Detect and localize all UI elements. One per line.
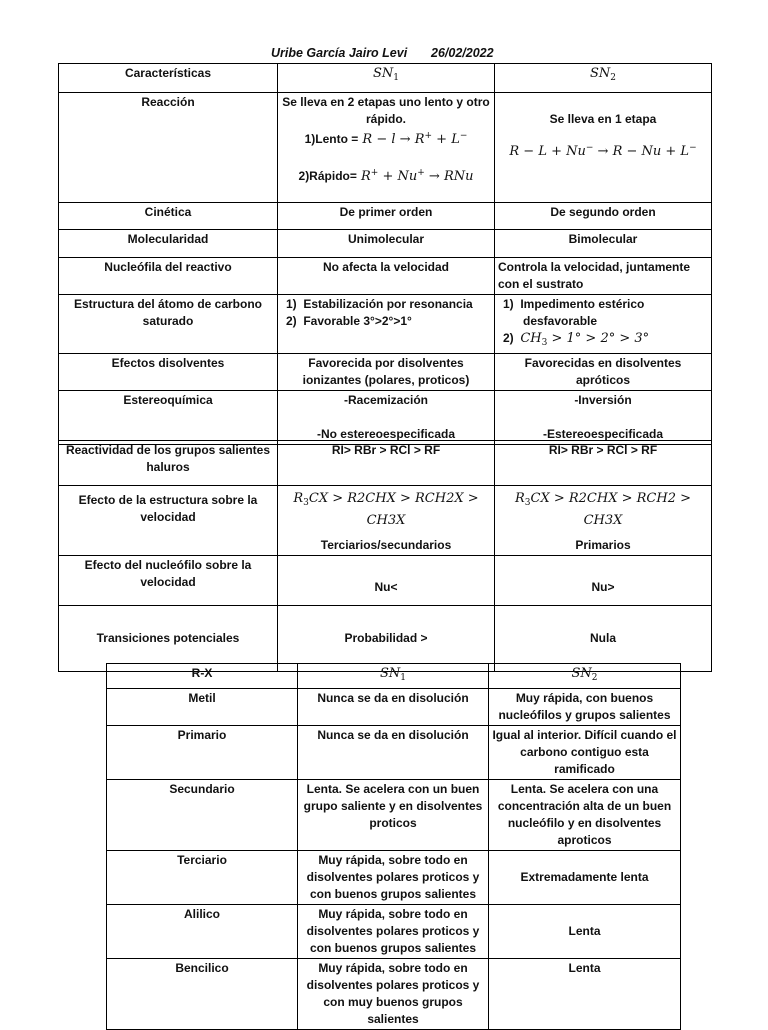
substrate-sn2: Lenta (489, 905, 681, 959)
table-row (59, 93, 712, 203)
estructura-sn2 (495, 295, 712, 354)
row-label-efecto-nucleofilo: Efecto del nucleófilo sobre la velocidad (59, 556, 278, 606)
cinetica-sn1: De primer orden (278, 203, 495, 230)
estructura-sn1-item-2: 2) Favorable 3°>2°>1° (286, 314, 412, 328)
row-label-reactividad: Reactividad de los grupos salientes haluros (59, 441, 278, 486)
substrate-sn1: Muy rápida, sobre todo en disolventes polares proticos y con buenos grupos salientes (298, 905, 489, 959)
estereo-sn1 (278, 391, 495, 445)
table-row (59, 258, 712, 295)
cinetica-sn2: De segundo orden (495, 203, 712, 230)
header-caracteristicas: Características (59, 64, 278, 93)
reactividad-sn1: RI> RBr > RCl > RF (278, 441, 495, 486)
author-name: Uribe García Jairo Levi (271, 46, 408, 60)
table-row (107, 780, 681, 851)
reaccion-sn1 (278, 93, 495, 203)
table-header-row (107, 664, 681, 689)
header-sn2: $SN_2$ (489, 664, 681, 689)
row-label-efectos: Efectos disolventes (59, 354, 278, 391)
table-row (107, 726, 681, 780)
estereo-sn2 (495, 391, 712, 445)
substrate-type: Metil (107, 689, 298, 726)
reaccion-sn2 (495, 93, 712, 203)
table-row (59, 391, 712, 445)
table-row (59, 295, 712, 354)
substrate-type: Alilico (107, 905, 298, 959)
efecto-estructura-sn1-formula: $R_3CX > R2CHX > RCH2X > CH3X$ (293, 491, 479, 528)
substrate-sn1: Lenta. Se acelera con un buen grupo saliente y en disolventes proticos (298, 780, 489, 851)
substrate-sn2: Lenta (489, 959, 681, 1030)
substrate-sn2: Lenta. Se acelera con una concentración alta de un buen nucleófilo y en disolventes aproticos (489, 780, 681, 851)
transiciones-sn2: Nula (495, 606, 712, 672)
estructura-sn2-item-1: 1) Impedimento estérico desfavorable (503, 297, 645, 328)
header-sn2: $SN_2$ (495, 64, 712, 93)
row-label-efecto-estructura: Efecto de la estructura sobre la velocidad (59, 486, 278, 556)
table-row (59, 486, 712, 556)
table-row (59, 203, 712, 230)
reaccion-sn1-step1: 1)Lento = R − l → R+ + L− (304, 131, 468, 147)
header-sn1: $SN_1$ (298, 664, 489, 689)
reaccion-sn1-step2: 2)Rápido= R+ + Nu+ → RNu (298, 168, 474, 184)
reactivity-table (58, 440, 712, 672)
table-row (107, 851, 681, 905)
molecularidad-sn2: Bimolecular (495, 230, 712, 258)
table-row (59, 606, 712, 672)
substrate-type: Secundario (107, 780, 298, 851)
substrate-type: Primario (107, 726, 298, 780)
efecto-nucleofilo-sn1: Nu< (278, 556, 495, 606)
substrate-table (106, 663, 681, 1030)
substrate-sn1: Nunca se da en disolución (298, 689, 489, 726)
table-header-row (59, 64, 712, 93)
sn1-sn2-comparison-table (58, 63, 712, 445)
estereo-sn2-a: -Inversión (574, 393, 632, 407)
nucleofila-sn2: Controla la velocidad, juntamente con el sustrato (495, 258, 712, 295)
reactividad-sn2: RI> RBr > RCl > RF (495, 441, 712, 486)
row-label-transiciones: Transiciones potenciales (59, 606, 278, 672)
efectos-sn2: Favorecidas en disolventes apróticos (495, 354, 712, 391)
substrate-sn1: Muy rápida, sobre todo en disolventes polares proticos y con buenos grupos salientes (298, 851, 489, 905)
row-label-molecularidad: Molecularidad (59, 230, 278, 258)
reaccion-sn1-intro: Se lleva en 2 etapas uno lento y otro rápido. (282, 95, 490, 126)
molecularidad-sn1: Unimolecular (278, 230, 495, 258)
substrate-sn1: Nunca se da en disolución (298, 726, 489, 780)
row-label-reaccion: Reacción (59, 93, 278, 203)
efecto-nucleofilo-sn2: Nu> (495, 556, 712, 606)
table-row (59, 556, 712, 606)
transiciones-sn1: Probabilidad > (278, 606, 495, 672)
row-label-nucleofila: Nucleófila del reactivo (59, 258, 278, 295)
header-sn1: $SN_1$ (278, 64, 495, 93)
row-label-estereoquimica: Estereoquímica (59, 391, 278, 445)
reaccion-sn2-intro: Se lleva en 1 etapa (549, 112, 657, 126)
substrate-type: Terciario (107, 851, 298, 905)
row-label-estructura: Estructura del átomo de carbono saturado (59, 295, 278, 354)
nucleofila-sn1: No afecta la velocidad (278, 258, 495, 295)
header-rx: R-X (107, 664, 298, 689)
estereo-sn2-b: -Estereoespecificada (542, 427, 664, 441)
substrate-sn1: Muy rápida, sobre todo en disolventes polares proticos y con muy buenos grupos salientes (298, 959, 489, 1030)
table-row (59, 230, 712, 258)
efecto-estructura-sn2-note: Primarios (575, 538, 631, 552)
efecto-estructura-sn1-note: Terciarios/secundarios (320, 538, 452, 552)
row-label-cinetica: Cinética (59, 203, 278, 230)
reaccion-sn2-equation: R − L + Nu− → R − Nu + L− (509, 143, 697, 159)
table-row (107, 689, 681, 726)
table-row (107, 959, 681, 1030)
table-row (59, 354, 712, 391)
estructura-sn2-item-2: 2) $CH_3 > 1^\circ > 2^\circ > 3^\circ$ (503, 331, 650, 348)
substrate-sn2: Muy rápida, con buenos nucleófilos y grupos salientes (489, 689, 681, 726)
efecto-estructura-sn2-formula: $R_3CX > R2CHX > RCH2 > CH3X$ (514, 491, 691, 528)
substrate-type: Bencilico (107, 959, 298, 1030)
substrate-sn2: Extremadamente lenta (489, 851, 681, 905)
table-row (107, 905, 681, 959)
estereo-sn1-b: -No estereoespecificada (316, 427, 456, 441)
table-row (59, 441, 712, 486)
substrate-sn2: Igual al interior. Difícil cuando el carbono contiguo esta ramificado (489, 726, 681, 780)
document-date: 26/02/2022 (431, 46, 494, 60)
efecto-estructura-sn2 (495, 486, 712, 556)
efectos-sn1: Favorecida por disolventes ionizantes (polares, proticos) (278, 354, 495, 391)
estructura-sn1-item-1: 1) Estabilización por resonancia (286, 297, 473, 311)
estructura-sn1 (278, 295, 495, 354)
efecto-estructura-sn1 (278, 486, 495, 556)
estereo-sn1-a: -Racemización (343, 393, 429, 407)
document-header (0, 46, 768, 64)
